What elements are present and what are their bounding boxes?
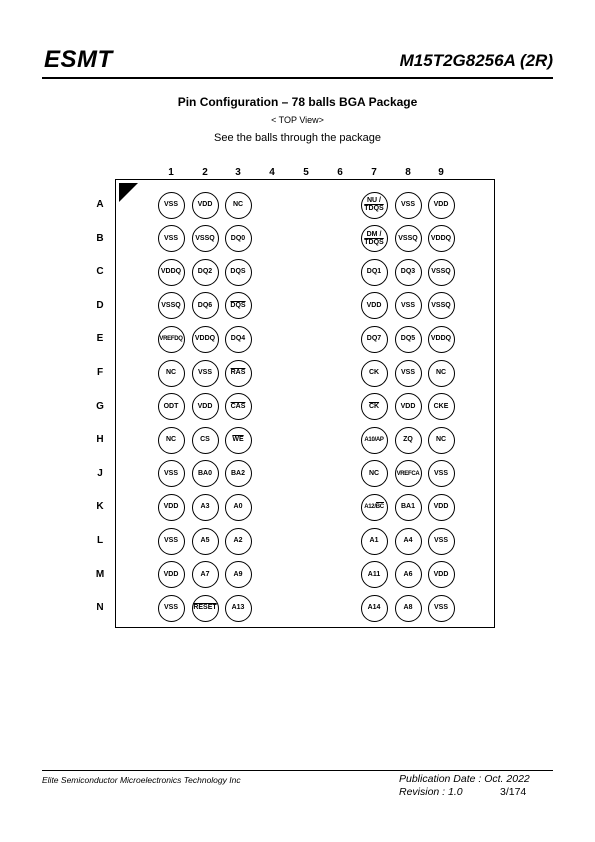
ball-label: VSS bbox=[433, 604, 448, 612]
ball-label: A1 bbox=[369, 537, 379, 544]
row-header: C bbox=[96, 266, 104, 278]
ball-L2 bbox=[192, 528, 219, 555]
ball-label: TDQS bbox=[364, 238, 384, 246]
ball-label: VSS bbox=[400, 301, 415, 309]
ball-D9 bbox=[428, 292, 455, 319]
ball-D2 bbox=[192, 292, 219, 319]
ball-E7 bbox=[361, 326, 388, 353]
ball-E3 bbox=[225, 326, 252, 353]
row-header: L bbox=[96, 535, 104, 546]
ball-label: DQ3 bbox=[400, 268, 416, 276]
ball-label: VSS bbox=[433, 537, 448, 544]
ball-H3 bbox=[225, 427, 252, 454]
row-header: G bbox=[96, 400, 104, 412]
ball-M1 bbox=[158, 561, 185, 588]
ball-label: A2 bbox=[233, 537, 243, 544]
row-header: H bbox=[96, 434, 104, 446]
ball-label: VSSQ bbox=[431, 301, 451, 309]
ball-label: A10/AP bbox=[364, 437, 384, 444]
ball-label: ZQ bbox=[403, 436, 413, 444]
ball-N1 bbox=[158, 595, 185, 622]
column-header: 2 bbox=[202, 167, 208, 178]
ball-label: $\overline{CK}$ bbox=[368, 402, 380, 410]
ball-label: CK bbox=[368, 369, 380, 376]
ball-A8 bbox=[395, 192, 422, 219]
ball-B8 bbox=[395, 225, 422, 252]
row-header: F bbox=[96, 367, 104, 378]
column-header: 7 bbox=[371, 167, 377, 178]
ball-A3 bbox=[225, 192, 252, 219]
ball-A2 bbox=[192, 192, 219, 219]
ball-label: A13 bbox=[231, 604, 245, 612]
ball-label: CKE bbox=[433, 402, 449, 410]
ball-J9 bbox=[428, 460, 455, 487]
ball-F9 bbox=[428, 360, 455, 387]
ball-H7 bbox=[361, 427, 388, 454]
row-header: J bbox=[97, 467, 103, 479]
page-title: Pin Configuration – 78 balls BGA Package bbox=[177, 95, 418, 109]
ball-G9 bbox=[428, 393, 455, 420]
column-header: 5 bbox=[303, 167, 309, 178]
ball-D7 bbox=[361, 292, 388, 319]
ball-J2 bbox=[192, 460, 219, 487]
ball-label: DQ4 bbox=[230, 335, 246, 343]
ball-label: A8 bbox=[403, 604, 413, 612]
ball-label: A11 bbox=[367, 570, 381, 578]
ball-B3 bbox=[225, 225, 252, 252]
ball-label: A14 bbox=[367, 604, 381, 612]
ball-label: A3 bbox=[200, 503, 210, 511]
ball-label: A9 bbox=[233, 570, 243, 578]
ball-label: DQ1 bbox=[366, 268, 382, 276]
ball-H9 bbox=[428, 427, 455, 454]
ball-label: VDD bbox=[433, 570, 449, 578]
ball-label: VSSQ bbox=[195, 234, 215, 242]
ball-K9 bbox=[428, 494, 455, 521]
ball-label: $\overline{DQS}$ bbox=[230, 301, 246, 309]
ball-label: A5 bbox=[200, 537, 210, 544]
ball-G3 bbox=[225, 393, 252, 420]
ball-label: DQ0 bbox=[230, 234, 246, 242]
ball-label: NC bbox=[435, 369, 447, 376]
ball-N3 bbox=[225, 595, 252, 622]
row-header: B bbox=[96, 232, 104, 244]
ball-D8 bbox=[395, 292, 422, 319]
ball-K8 bbox=[395, 494, 422, 521]
row-header: D bbox=[96, 299, 104, 311]
ball-label: VDD bbox=[433, 201, 449, 208]
pin1-marker-icon bbox=[119, 183, 138, 202]
company-name: Elite Semiconductor Microelectronics Technology Inc bbox=[42, 775, 241, 785]
publication-date: Publication Date : Oct. 2022 bbox=[399, 773, 530, 785]
ball-label: BA2 bbox=[230, 469, 245, 477]
ball-label: NU / bbox=[367, 197, 381, 204]
ball-H2 bbox=[192, 427, 219, 454]
ball-J1 bbox=[158, 460, 185, 487]
column-header: 3 bbox=[235, 167, 241, 178]
ball-label: ODT bbox=[163, 402, 179, 410]
ball-label: VSS bbox=[400, 201, 415, 208]
ball-L9 bbox=[428, 528, 455, 555]
ball-H8 bbox=[395, 427, 422, 454]
ball-F3 bbox=[225, 360, 252, 387]
ball-G1 bbox=[158, 393, 185, 420]
ball-label: VSS bbox=[163, 234, 178, 242]
ball-F7 bbox=[361, 360, 388, 387]
ball-K7 bbox=[361, 494, 388, 521]
row-header: E bbox=[96, 333, 104, 345]
part-number: M15T2G8256A (2R) bbox=[399, 51, 553, 70]
ball-label: NC bbox=[232, 201, 244, 208]
ball-label: DM / bbox=[366, 230, 382, 238]
ball-label: VSSQ bbox=[431, 268, 451, 276]
ball-label: $\overline{RAS}$ bbox=[230, 369, 246, 376]
ball-label: $\overline{CAS}$ bbox=[230, 402, 246, 410]
ball-C7 bbox=[361, 259, 388, 286]
ball-label: A0 bbox=[233, 503, 243, 511]
ball-J8 bbox=[395, 460, 422, 487]
ball-label: VDD bbox=[400, 402, 416, 410]
row-header: K bbox=[96, 501, 104, 513]
ball-label: VSS bbox=[163, 537, 178, 544]
ball-label: NC bbox=[435, 436, 447, 444]
page-number: 3/174 bbox=[500, 786, 527, 798]
footer-divider bbox=[42, 770, 553, 771]
ball-N9 bbox=[428, 595, 455, 622]
ball-label: VDD bbox=[163, 503, 179, 511]
ball-A1 bbox=[158, 192, 185, 219]
ball-label: BA1 bbox=[400, 503, 415, 511]
ball-label: DQ5 bbox=[400, 335, 416, 343]
row-header: N bbox=[96, 602, 104, 614]
view-label: < TOP View> bbox=[271, 115, 324, 125]
row-header: M bbox=[95, 568, 105, 580]
ball-G7 bbox=[361, 393, 388, 420]
ball-L3 bbox=[225, 528, 252, 555]
ball-label: DQS bbox=[230, 268, 246, 276]
ball-A7 bbox=[361, 192, 388, 219]
ball-F8 bbox=[395, 360, 422, 387]
ball-G8 bbox=[395, 393, 422, 420]
ball-label: DQ7 bbox=[366, 335, 382, 343]
ball-label: VDD bbox=[433, 503, 449, 511]
ball-label: $\overline{WE}$ bbox=[232, 436, 244, 444]
ball-label: VDD bbox=[163, 570, 179, 578]
ball-label: VDD bbox=[197, 201, 213, 208]
ball-label: VSSQ bbox=[161, 301, 181, 309]
ball-E8 bbox=[395, 326, 422, 353]
ball-C9 bbox=[428, 259, 455, 286]
ball-G2 bbox=[192, 393, 219, 420]
ball-label: VSS bbox=[400, 369, 415, 376]
ball-label: VDDQ bbox=[194, 335, 216, 343]
ball-J3 bbox=[225, 460, 252, 487]
ball-K3 bbox=[225, 494, 252, 521]
ball-label: VSS bbox=[163, 201, 178, 208]
ball-label: BA0 bbox=[197, 469, 212, 477]
ball-label: TDQS bbox=[364, 205, 384, 212]
ball-label: VREFCA bbox=[396, 470, 420, 477]
ball-label: VDD bbox=[366, 301, 382, 309]
ball-M2 bbox=[192, 561, 219, 588]
column-header: 1 bbox=[168, 167, 174, 178]
column-header: 4 bbox=[269, 167, 275, 178]
ball-label: VDDQ bbox=[430, 234, 452, 242]
ball-label: NC bbox=[165, 436, 177, 444]
ball-E9 bbox=[428, 326, 455, 353]
ball-label: VSS bbox=[163, 604, 178, 612]
view-note: See the balls through the package bbox=[214, 132, 381, 144]
ball-M8 bbox=[395, 561, 422, 588]
ball-label: VSS bbox=[197, 369, 212, 376]
ball-label: VREFDQ bbox=[159, 336, 183, 343]
ball-B9 bbox=[428, 225, 455, 252]
ball-label: NC bbox=[165, 369, 177, 376]
ball-L7 bbox=[361, 528, 388, 555]
ball-label: A4 bbox=[403, 537, 413, 544]
ball-label: VSS bbox=[433, 469, 448, 477]
ball-M7 bbox=[361, 561, 388, 588]
row-header: A bbox=[96, 199, 104, 210]
ball-H1 bbox=[158, 427, 185, 454]
ball-K2 bbox=[192, 494, 219, 521]
ball-B7 bbox=[361, 225, 388, 252]
company-logo: ESMT bbox=[44, 46, 113, 73]
column-header: 6 bbox=[337, 167, 343, 178]
ball-N2 bbox=[192, 595, 219, 622]
ball-C3 bbox=[225, 259, 252, 286]
ball-label: VSSQ bbox=[398, 234, 418, 242]
ball-label: VDDQ bbox=[430, 335, 452, 343]
ball-C2 bbox=[192, 259, 219, 286]
ball-A9 bbox=[428, 192, 455, 219]
ball-label: A7 bbox=[200, 570, 210, 578]
column-header: 9 bbox=[438, 167, 444, 178]
ball-N7 bbox=[361, 595, 388, 622]
ball-L1 bbox=[158, 528, 185, 555]
ball-D1 bbox=[158, 292, 185, 319]
ball-M3 bbox=[225, 561, 252, 588]
ball-label: RESET bbox=[193, 604, 217, 612]
ball-label: A6 bbox=[403, 570, 413, 578]
ball-E1 bbox=[158, 326, 185, 353]
ball-label: DQ6 bbox=[197, 301, 213, 309]
column-header: 8 bbox=[405, 167, 411, 178]
ball-label: CS bbox=[200, 436, 210, 444]
ball-label: A12/BC bbox=[364, 504, 384, 511]
ball-C1 bbox=[158, 259, 185, 286]
ball-M9 bbox=[428, 561, 455, 588]
ball-label: NC bbox=[368, 469, 380, 477]
revision: Revision : 1.0 bbox=[399, 786, 463, 798]
ball-E2 bbox=[192, 326, 219, 353]
ball-F1 bbox=[158, 360, 185, 387]
ball-F2 bbox=[192, 360, 219, 387]
ball-N8 bbox=[395, 595, 422, 622]
ball-label: VSS bbox=[163, 469, 178, 477]
ball-label: VDD bbox=[197, 402, 213, 410]
ball-L8 bbox=[395, 528, 422, 555]
ball-D3 bbox=[225, 292, 252, 319]
ball-C8 bbox=[395, 259, 422, 286]
header-divider bbox=[42, 77, 553, 79]
ball-K1 bbox=[158, 494, 185, 521]
ball-J7 bbox=[361, 460, 388, 487]
ball-B2 bbox=[192, 225, 219, 252]
ball-label: VDDQ bbox=[160, 268, 182, 276]
ball-label: DQ2 bbox=[197, 268, 213, 276]
ball-B1 bbox=[158, 225, 185, 252]
